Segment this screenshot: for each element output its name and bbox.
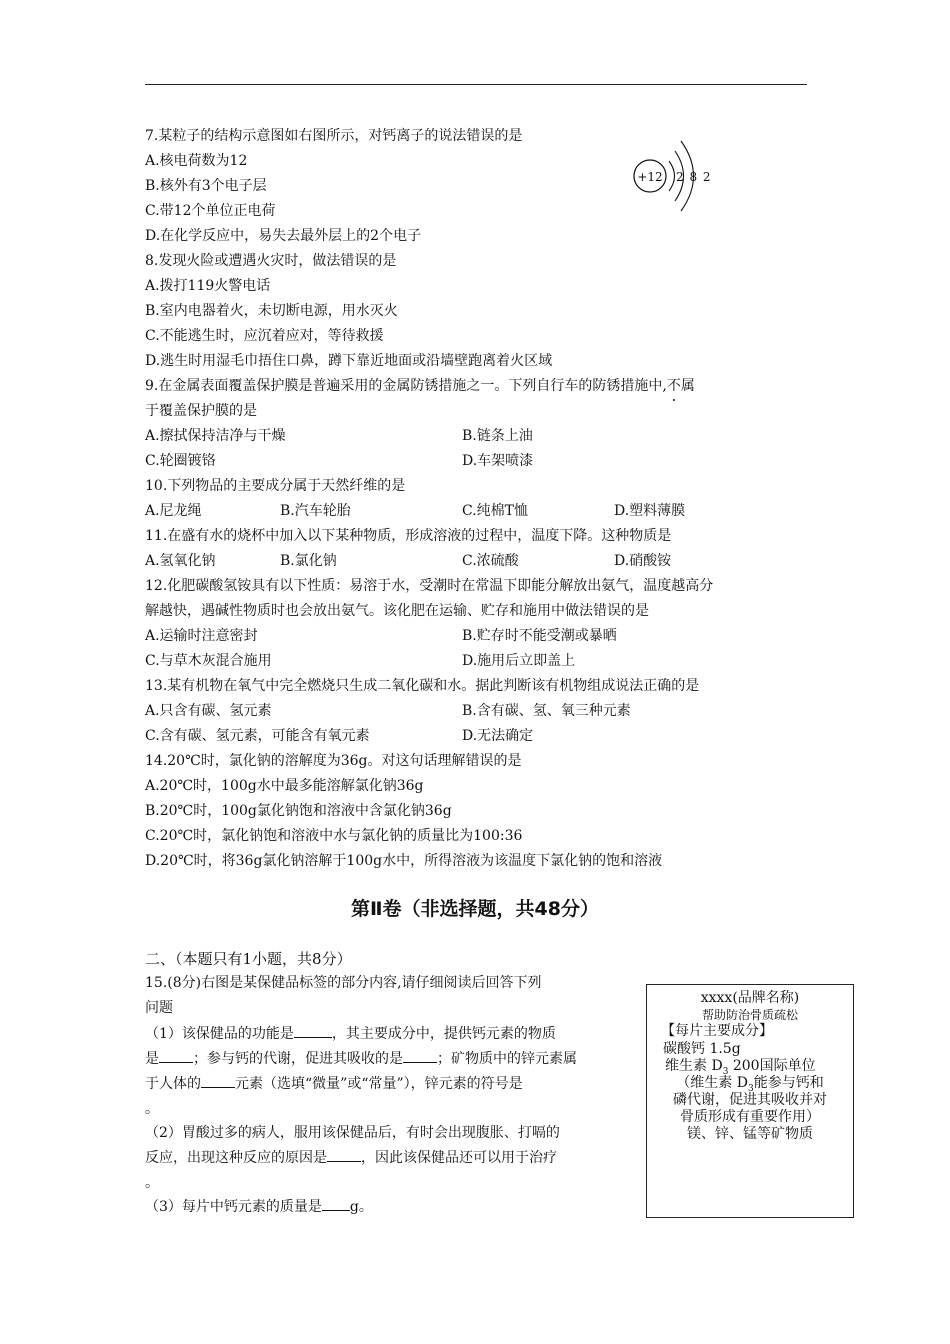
q8-stem: 8.发现火险或遭遇火灾时，做法错误的是	[145, 253, 397, 269]
q11-option-c[interactable]: C.浓硫酸	[462, 553, 519, 569]
supplement-label-box	[646, 984, 854, 1218]
header-rule	[145, 84, 807, 85]
q14-option-d[interactable]: D.20℃时，将36g氯化钠溶解于100g水中，所得溶液为该温度下氯化钠的饱和溶液	[145, 853, 663, 869]
label-item-vitamin-d3: 维生素 $D_3$ 200国际单位	[665, 1058, 816, 1077]
q7-option-c[interactable]: C.带12个单位正电荷	[145, 203, 276, 219]
q11-option-b[interactable]: B.氯化钠	[280, 553, 337, 569]
q7-option-d[interactable]: D.在化学反应中，易失去最外层上的2个电子	[145, 228, 422, 244]
nucleus-charge: +12	[637, 170, 663, 184]
q8-option-c[interactable]: C.不能逃生时，应沉着应对，等待救援	[145, 328, 384, 344]
label-purpose: 帮助防治骨质疏松	[701, 1008, 798, 1022]
q15-line2: 问题	[145, 1000, 173, 1016]
q15-part2-end: 。	[145, 1175, 159, 1191]
q12-option-d[interactable]: D.施用后立即盖上	[462, 653, 576, 669]
q11-stem: 11.在盛有水的烧杯中加入以下某种物质，形成溶液的过程中，温度下降。这种物质是	[145, 528, 672, 544]
label-main-heading: 【每片主要成分】	[661, 1023, 773, 1039]
q15-line1: 15.(8分)右图是某保健品标签的部分内容,请仔细阅读后回答下列	[145, 975, 542, 991]
q9-stem-line1: 9.在金属表面覆盖保护膜是普遍采用的金属防锈措施之一。下列自行车的防锈措施中,不属	[145, 378, 695, 394]
q15-part1-line1: （1）该保健品的功能是 ，其主要成分中，提供钙元素的物质	[145, 1026, 556, 1042]
q8-option-d[interactable]: D.逃生时用湿毛巾捂住口鼻，蹲下靠近地面或沿墙壁跑离着火区域	[145, 353, 553, 369]
q10-option-c[interactable]: C.纯棉T恤	[462, 503, 529, 519]
q7-stem: 7.某粒子的结构示意图如右图所示，对钙离子的说法错误的是	[145, 128, 523, 144]
label-note-line3: 骨质形成有重要作用）	[680, 1109, 820, 1125]
q10-option-d[interactable]: D.塑料薄膜	[614, 503, 686, 519]
q13-option-b[interactable]: B.含有碳、氢、氧三种元素	[462, 703, 631, 719]
electron-shells: 2 8 2	[676, 170, 712, 184]
q15-part1-end: 。	[145, 1101, 159, 1117]
answer-blank-function[interactable]	[294, 1025, 332, 1038]
answer-blank-calcium-source[interactable]	[159, 1050, 193, 1063]
q14-option-c[interactable]: C.20℃时，氯化钠饱和溶液中水与氯化钠的质量比为100:36	[145, 828, 523, 844]
q15-part1-line2: 是 ；参与钙的代谢，促进其吸收的是 ；矿物质中的锌元素属	[145, 1051, 577, 1067]
q15-part3: （3）每片中钙元素的质量是 g。	[145, 1199, 373, 1215]
part-heading: 二、（本题只有1小题，共8分）	[145, 950, 352, 968]
q13-stem: 13.某有机物在氧气中完全燃烧只生成二氧化碳和水。据此判断该有机物组成说法正确的是	[145, 678, 700, 694]
label-note-line2: 磷代谢，促进其吸收并对	[673, 1092, 827, 1108]
q8-option-a[interactable]: A.拨打119火警电话	[145, 278, 271, 294]
q14-option-a[interactable]: A.20℃时，100g水中最多能溶解氯化钠36g	[145, 778, 424, 794]
q13-option-d[interactable]: D.无法确定	[462, 728, 534, 744]
q13-option-a[interactable]: A.只含有碳、氢元素	[145, 703, 272, 719]
q9-stem-line2: 于覆盖保护膜的是	[145, 403, 257, 419]
q12-option-b[interactable]: B.贮存时不能受潮或暴晒	[462, 628, 617, 644]
q7-option-a[interactable]: A.核电荷数为12	[145, 153, 248, 169]
label-minerals: 镁、锌、锰等矿物质	[687, 1126, 813, 1142]
q10-stem: 10.下列物品的主要成分属于天然纤维的是	[145, 478, 406, 494]
q12-stem-line1: 12.化肥碳酸氢铵具有以下性质：易溶于水，受潮时在常温下即能分解放出氨气，温度越高分	[145, 578, 714, 594]
label-note-line1: （维生素 $D_3$能参与钙和	[676, 1075, 824, 1094]
q12-option-c[interactable]: C.与草木灰混合施用	[145, 653, 272, 669]
label-brand: xxxx(品牌名称)	[700, 990, 800, 1006]
q14-stem: 14.20℃时，氯化钠的溶解度为36g。对这句话理解错误的是	[145, 753, 522, 769]
q11-option-a[interactable]: A.氢氧化钠	[145, 553, 216, 569]
q10-option-b[interactable]: B.汽车轮胎	[280, 503, 351, 519]
q12-option-a[interactable]: A.运输时注意密封	[145, 628, 258, 644]
q9-option-d[interactable]: D.车架喷漆	[462, 453, 534, 469]
q13-option-c[interactable]: C.含有碳、氢元素，可能含有氧元素	[145, 728, 370, 744]
q7-option-b[interactable]: B.核外有3个电子层	[145, 178, 267, 194]
q9-option-a[interactable]: A.擦拭保持洁净与干燥	[145, 428, 286, 444]
q9-emphasis: 不	[666, 378, 681, 394]
q11-option-d[interactable]: D.硝酸铵	[614, 553, 672, 569]
q10-option-a[interactable]: A.尼龙绳	[145, 503, 202, 519]
q9-option-b[interactable]: B.链条上油	[462, 428, 533, 444]
q14-option-b[interactable]: B.20℃时，100g氯化钠饱和溶液中含氯化钠36g	[145, 803, 452, 819]
q8-option-b[interactable]: B.室内电器着火，未切断电源，用水灭火	[145, 303, 398, 319]
section-title: 第Ⅱ卷（非选择题，共48分）	[351, 898, 599, 920]
q9-option-c[interactable]: C.轮圈镀铬	[145, 453, 216, 469]
label-item-calcium-carbonate: 碳酸钙 1.5g	[663, 1041, 741, 1057]
answer-blank-calcium-mass[interactable]	[322, 1198, 350, 1211]
q12-stem-line2: 解越快，遇碱性物质时也会放出氨气。该化肥在运输、贮存和施用中做法错误的是	[145, 603, 649, 619]
answer-blank-absorption-helper[interactable]	[403, 1050, 437, 1063]
q15-part2-line1: （2）胃酸过多的病人，服用该保健品后，有时会出现腹胀、打嗝的	[145, 1125, 560, 1141]
atom-structure-diagram	[626, 135, 716, 219]
q15-part2-line2: 反应，出现这种反应的原因是 ，因此该保健品还可以用于治疗	[145, 1150, 557, 1166]
answer-blank-reaction-reason[interactable]	[327, 1149, 361, 1162]
answer-blank-element-type[interactable]	[201, 1075, 235, 1088]
q15-part1-line3: 于人体的 元素（选填“微量”或“常量”），锌元素的符号是	[145, 1076, 523, 1092]
